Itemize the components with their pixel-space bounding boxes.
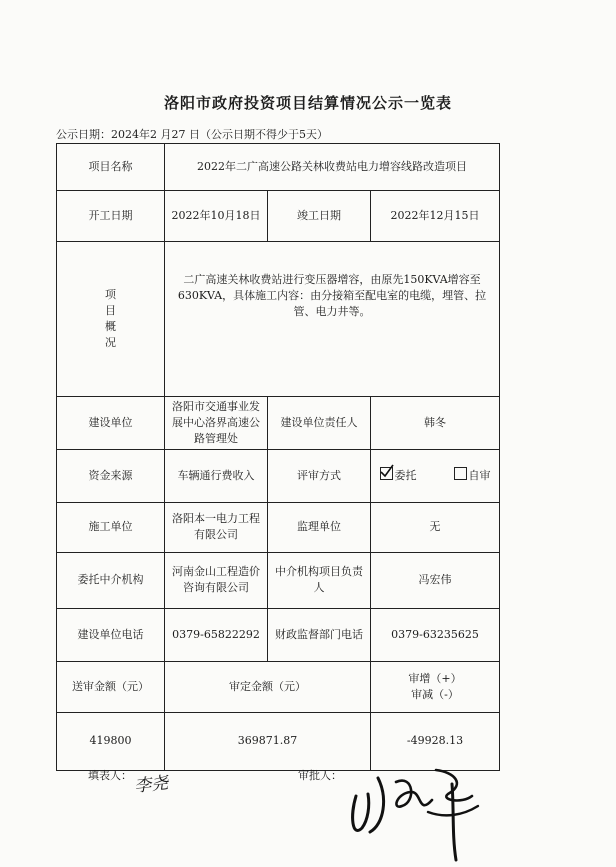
- project-name-label: 项目名称: [57, 144, 165, 191]
- row-contractor: [57, 502, 500, 552]
- row-overview: [57, 242, 500, 397]
- overview-text: 二广高速关林收费站进行变压器增容，由原先150KVA增容至630KVA，具体施工内容：由分接箱至配电室的电缆，埋管、拉管、电力井等。: [165, 242, 500, 397]
- entrust-option-label: 委托: [394, 469, 417, 483]
- announce-date: 公示日期：2024年2 月27 日（公示日期不得少于5天）: [56, 128, 328, 141]
- start-date-value: 2022年10月18日: [165, 191, 268, 242]
- finance-phone-value: 0379-63235625: [371, 608, 500, 661]
- builder-leader-label: 建设单位责任人: [268, 397, 371, 450]
- review-options: [371, 449, 500, 502]
- overview-label-char: 目: [105, 304, 116, 318]
- supervisor-label: 监理单位: [268, 502, 371, 552]
- approver-signature-icon: [344, 758, 494, 863]
- start-date-label: 开工日期: [57, 191, 165, 242]
- finance-phone-label: 财政监督部门电话: [268, 608, 371, 661]
- filler-signature: 李尧: [133, 773, 170, 797]
- settlement-table: [56, 143, 500, 771]
- contractor-label: 施工单位: [57, 502, 165, 552]
- overview-label-char: 项: [105, 288, 116, 302]
- fund-value: 车辆通行费收入: [165, 449, 268, 502]
- diff-plus-label: 审增（+）: [408, 671, 462, 685]
- row-fund: [57, 449, 500, 502]
- row-amount-headers: [57, 661, 500, 712]
- approver-label: 审批人：: [298, 769, 342, 782]
- builder-label: 建设单位: [57, 397, 165, 450]
- builder-leader-value: 韩冬: [371, 397, 500, 450]
- self-review-option-label: 自审: [468, 469, 491, 483]
- entrust-checkbox: [380, 467, 393, 480]
- row-dates: [57, 191, 500, 242]
- supervisor-value: 无: [371, 502, 500, 552]
- overview-label: [57, 242, 165, 397]
- submitted-amount-value: 419800: [57, 712, 165, 770]
- builder-phone-value: 0379-65822292: [165, 608, 268, 661]
- overview-label-char: 概: [105, 320, 116, 333]
- project-name-value: 2022年二广高速公路关林收费站电力增容线路改造项目: [165, 144, 500, 191]
- row-builder: [57, 397, 500, 450]
- diff-minus-label: 审减（-）: [411, 687, 459, 701]
- review-label: 评审方式: [268, 449, 371, 502]
- document-title: 洛阳市政府投资项目结算情况公示一览表: [163, 94, 452, 112]
- end-date-value: 2022年12月15日: [371, 191, 500, 242]
- end-date-label: 竣工日期: [268, 191, 371, 242]
- builder-phone-label: 建设单位电话: [57, 608, 165, 661]
- check-mark-icon: [379, 463, 395, 479]
- row-agency: [57, 552, 500, 608]
- agency-leader-value: 冯宏伟: [371, 552, 500, 608]
- agency-value: 河南金山工程造价咨询有限公司: [165, 552, 268, 608]
- filler-label: 填表人：: [88, 769, 132, 782]
- builder-value: 洛阳市交通事业发展中心洛界高速公路管理处: [165, 397, 268, 450]
- contractor-value: 洛阳本一电力工程有限公司: [165, 502, 268, 552]
- submitted-amount-label: 送审金额（元）: [57, 661, 165, 712]
- approved-amount-value: 369871.87: [165, 712, 371, 770]
- agency-leader-label: 中介机构项目负责人: [268, 552, 371, 608]
- diff-amount-value: -49928.13: [371, 712, 500, 770]
- diff-amount-label: [371, 661, 500, 712]
- agency-label: 委托中介机构: [57, 552, 165, 608]
- row-project-name: [57, 144, 500, 191]
- approved-amount-label: 审定金额（元）: [165, 661, 371, 712]
- fund-label: 资金来源: [57, 449, 165, 502]
- row-phones: [57, 608, 500, 661]
- overview-label-char: 况: [105, 335, 116, 349]
- self-review-checkbox: [454, 467, 467, 480]
